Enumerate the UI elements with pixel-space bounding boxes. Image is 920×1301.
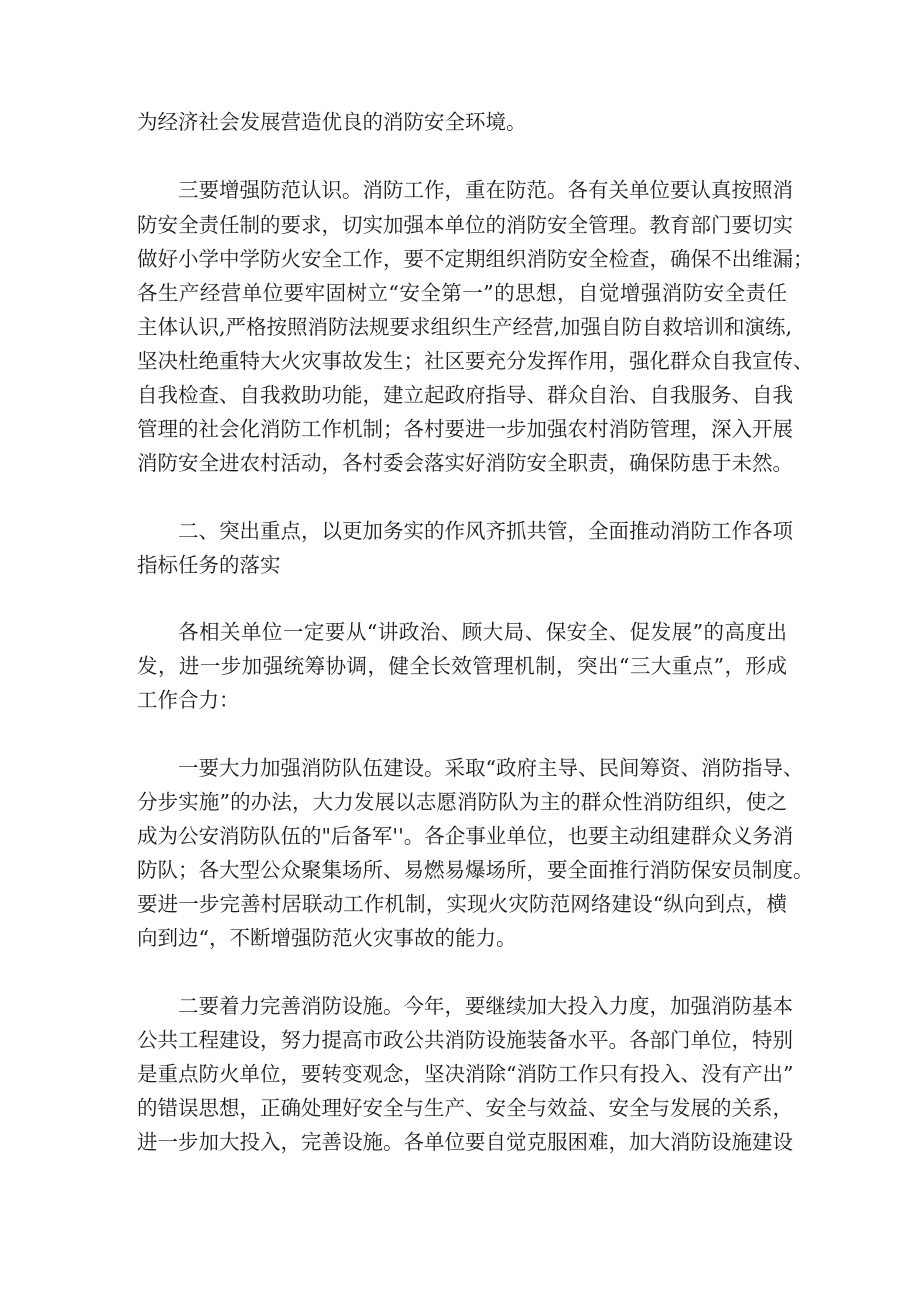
text-line: 指标任务的落实: [137, 553, 281, 577]
text-line: 的错误思想，正确处理好安全与生产、安全与效益、安全与发展的关系，: [137, 1096, 793, 1120]
text-line: 发，进一步加强统筹协调，健全长效管理机制，突出“三大重点”，形成: [137, 654, 787, 678]
text-line: 坚决杜绝重特大火灾事故发生；社区要充分发挥作用，强化群众自我宣传、: [137, 349, 814, 373]
text-line: 管理的社会化消防工作机制；各村要进一步加强农村消防管理，深入开展: [137, 417, 793, 441]
text-line: 为经济社会发展营造优良的消防安全环境。: [137, 110, 527, 134]
text-line: 各相关单位一定要从“讲政治、顾大局、保安全、促发展”的高度出: [178, 620, 787, 644]
text-line: 做好小学中学防火安全工作，要不定期组织消防安全检查，确保不出维漏；: [137, 247, 814, 271]
text-line: 二要着力完善消防设施。今年，要继续加大投入力度，加强消防基本: [178, 994, 793, 1018]
text-line: 主体认识,严格按照消防法规要求组织生产经营,加强自防自救培训和演练,: [137, 315, 793, 339]
text-line: 是重点防火单位，要转变观念，坚决消除“消防工作只有投入、没有产出”: [137, 1062, 794, 1086]
text-line: 分步实施”的办法，大力发展以志愿消防队为主的群众性消防组织，使之: [137, 790, 787, 814]
text-line: 进一步加大投入，完善设施。各单位要自觉克服困难，加大消防设施建设: [137, 1130, 793, 1154]
text-line: 公共工程建设，努力提高市政公共消防设施装备水平。各部门单位，特别: [137, 1028, 793, 1052]
text-line: 三要增强防范认识。消防工作，重在防范。各有关单位要认真按照消: [178, 178, 793, 202]
text-line: 二、突出重点，以更加务实的作风齐抓共管，全面推动消防工作各项: [178, 519, 793, 543]
text-line: 防安全责任制的要求，切实加强本单位的消防安全管理。教育部门要切实: [137, 213, 793, 237]
text-line: 成为公安消防队伍的"后备军''。各企事业单位，也要主动组建群众义务消: [137, 824, 794, 848]
text-line: 消防安全进农村活动，各村委会落实好消防安全职责，确保防患于未然。: [137, 451, 793, 475]
text-line: 工作合力：: [137, 688, 240, 712]
text-line: 要进一步完善村居联动工作机制，实现火灾防范网络建设“纵向到点，横: [137, 892, 787, 916]
text-line: 防队；各大型公众聚集场所、易燃易爆场所，要全面推行消防保安员制度。: [137, 858, 814, 882]
text-line: 一要大力加强消防队伍建设。采取“政府主导、民间筹资、消防指导、: [178, 756, 804, 780]
text-line: 自我检查、自我救助功能，建立起政府指导、群众自治、自我服务、自我: [137, 383, 793, 407]
text-line: 向到边“，不断增强防范火灾事故的能力。: [137, 926, 517, 950]
text-line: 各生产经营单位要牢固树立“安全第一”的思想，自觉增强消防安全责任: [137, 281, 787, 305]
